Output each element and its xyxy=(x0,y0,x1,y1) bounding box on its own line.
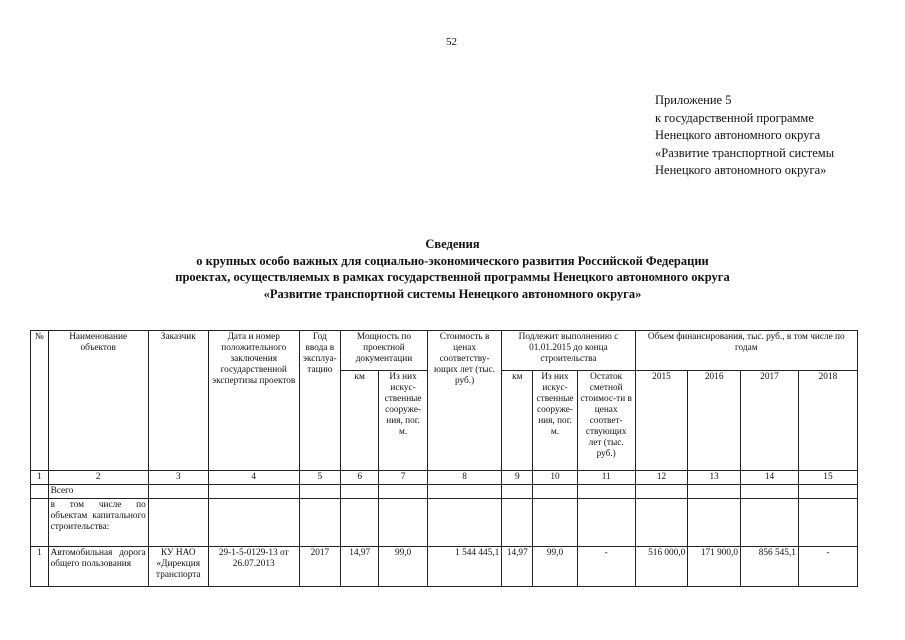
row-remaining-km: 14,97 xyxy=(502,547,533,587)
column-number: 15 xyxy=(798,471,857,485)
column-number: 8 xyxy=(427,471,501,485)
header-year-2015: 2015 xyxy=(635,371,688,471)
row-num: 1 xyxy=(31,547,49,587)
row-year: 2017 xyxy=(299,547,340,587)
header-remaining-km: км xyxy=(502,371,533,471)
column-number: 13 xyxy=(688,471,741,485)
row-capacity-km: 14,97 xyxy=(341,547,379,587)
title-line: о крупных особо важных для социально-экономического развития Российской Федерации xyxy=(196,253,709,268)
appendix-line: Приложение 5 xyxy=(655,93,732,107)
appendix-line: «Развитие транспортной системы xyxy=(655,145,835,160)
table-row xyxy=(31,547,858,587)
header-name: Наименование объектов xyxy=(48,331,148,471)
row-capacity-artificial: 99,0 xyxy=(379,547,428,587)
title-line: проектах, осуществляемых в рамках государственной программы Ненецкого автономного округа xyxy=(175,270,730,284)
row-2017: 856 545,1 xyxy=(741,547,799,587)
row-2015: 516 000,0 xyxy=(635,547,688,587)
column-number: 14 xyxy=(741,471,799,485)
appendix-line: Ненецкого автономного округа» xyxy=(655,163,827,177)
header-capacity: Мощность по проектной документации xyxy=(341,331,428,371)
header-year: Год ввода в эксплуа-тацию xyxy=(299,331,340,471)
header-remaining-artificial: Из них искус-ственные сооруже-ния, пог. м. xyxy=(533,371,577,471)
header-expertise: Дата и номер положительного заключения государственной экспертизы проектов xyxy=(208,331,299,471)
including-row xyxy=(31,499,858,547)
appendix-line: к государственной программе xyxy=(655,110,814,125)
row-customer: КУ НАО «Дирекция транспорта xyxy=(148,547,208,587)
document-title xyxy=(0,236,905,302)
header-year-2018: 2018 xyxy=(798,371,857,471)
total-row xyxy=(31,485,858,499)
column-number: 3 xyxy=(148,471,208,485)
column-number: 6 xyxy=(341,471,379,485)
row-name: Автомобильная дорога общего пользования xyxy=(48,547,148,587)
projects-table xyxy=(30,330,858,587)
header-capacity-artificial: Из них искус-ственные сооруже-ния, пог. м. xyxy=(379,371,428,471)
row-remaining-artificial: 99,0 xyxy=(533,547,577,587)
column-number: 10 xyxy=(533,471,577,485)
row-2018: - xyxy=(798,547,857,587)
column-number: 1 xyxy=(31,471,49,485)
column-number: 2 xyxy=(48,471,148,485)
header-remaining-balance: Остаток сметной стоимос-ти в ценах соответ-ствующих лет (тыс. руб.) xyxy=(577,371,635,471)
including-label: в том числе по объектам капитального строительства: xyxy=(48,499,148,547)
row-remaining-balance: - xyxy=(577,547,635,587)
header-capacity-km: км xyxy=(341,371,379,471)
appendix-note xyxy=(655,92,834,180)
column-number: 5 xyxy=(299,471,340,485)
header-financing: Объем финансирования, тыс. руб., в том числе по годам xyxy=(635,331,857,371)
page-number: 52 xyxy=(446,36,457,48)
column-numbers-row xyxy=(31,471,858,485)
title-heading: Сведения xyxy=(425,237,480,251)
total-label: Всего xyxy=(48,485,148,499)
column-number: 7 xyxy=(379,471,428,485)
column-number: 12 xyxy=(635,471,688,485)
header-customer: Заказчик xyxy=(148,331,208,471)
column-number: 4 xyxy=(208,471,299,485)
header-remaining: Подлежит выполнению с 01.01.2015 до конца строительства xyxy=(502,331,635,371)
header-num: № xyxy=(31,331,49,471)
column-number: 11 xyxy=(577,471,635,485)
header-cost: Стоимость в ценах соответству-ющих лет (тыс. руб.) xyxy=(427,331,501,471)
appendix-line: Ненецкого автономного округа xyxy=(655,128,821,142)
column-number: 9 xyxy=(502,471,533,485)
header-year-2017: 2017 xyxy=(741,371,799,471)
row-cost: 1 544 445,1 xyxy=(427,547,501,587)
row-expertise: 29-1-5-0129-13 от 26.07.2013 xyxy=(208,547,299,587)
title-line: «Развитие транспортной системы Ненецкого автономного округа» xyxy=(263,286,642,301)
header-year-2016: 2016 xyxy=(688,371,741,471)
row-2016: 171 900,0 xyxy=(688,547,741,587)
